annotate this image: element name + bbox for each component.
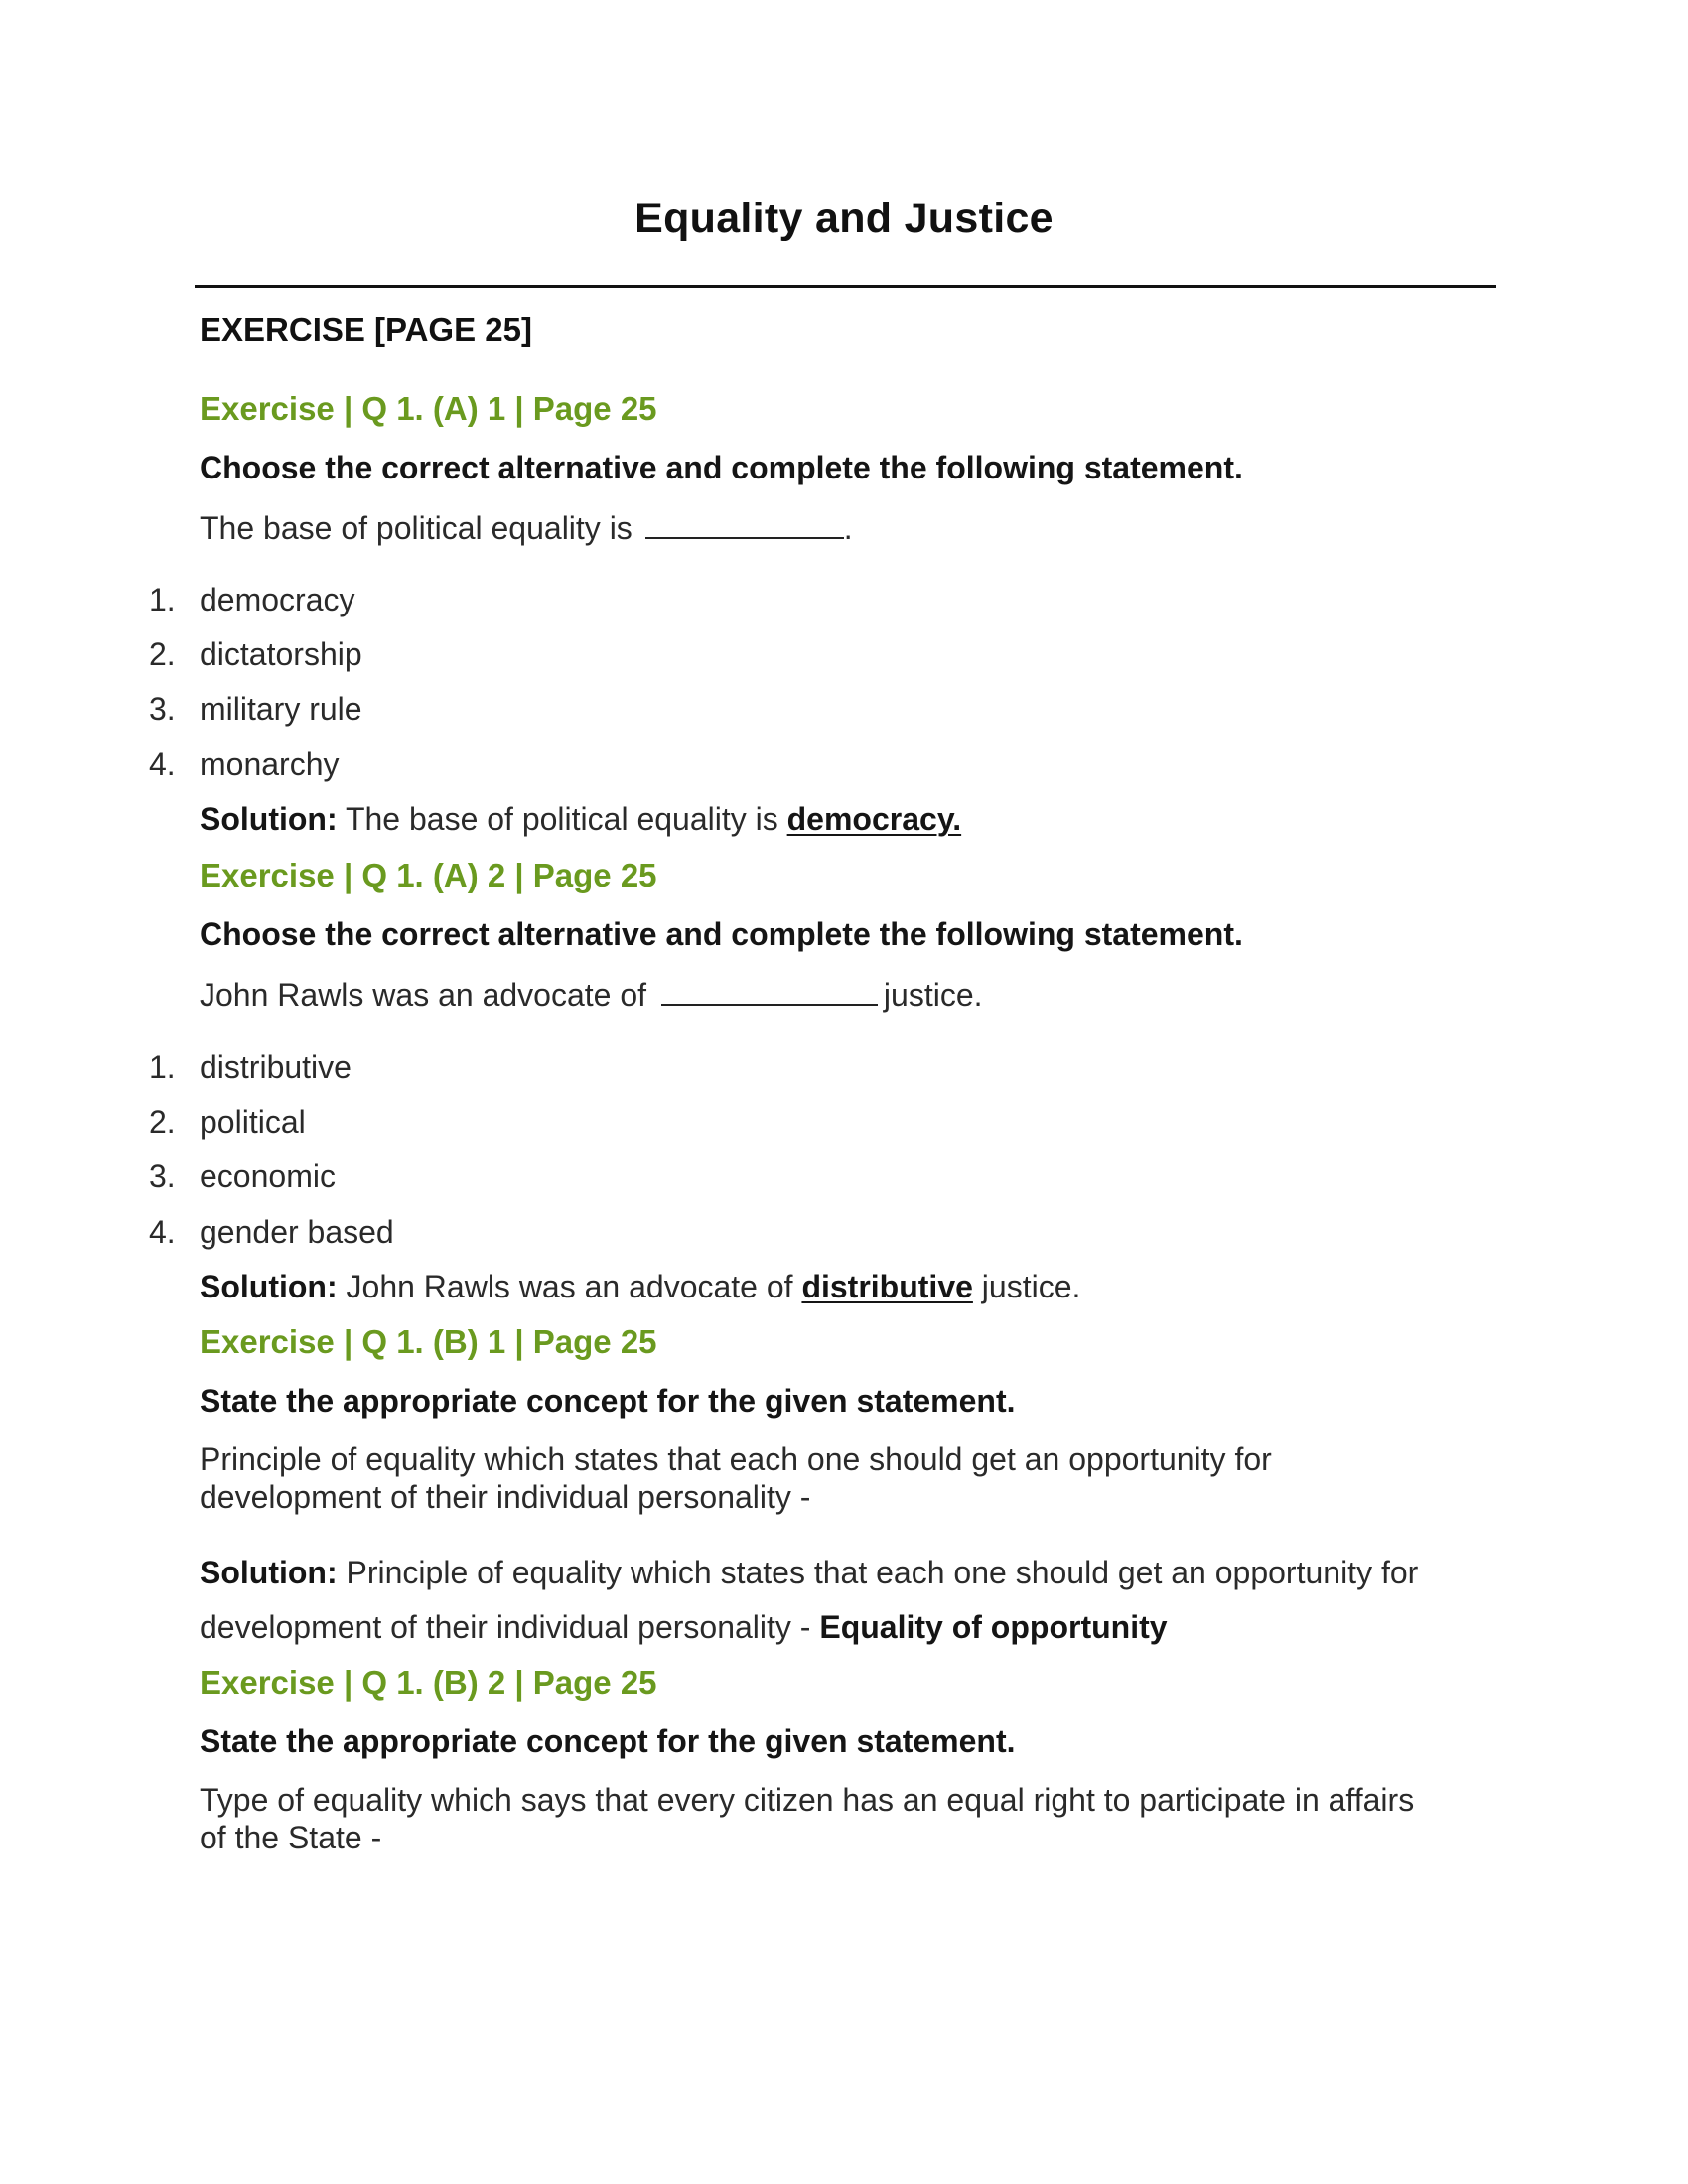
option-item	[149, 1159, 336, 1195]
stem-line: Type of equality which says that every citizen has an equal right to participate in affairs	[200, 1782, 1415, 1818]
option-number: 1.	[149, 582, 176, 617]
question-instruction: Choose the correct alternative and complete the following statement.	[200, 916, 1243, 952]
question-stem	[200, 1440, 1490, 1516]
solution-answer: Equality of opportunity	[819, 1609, 1168, 1645]
option-number: 3.	[149, 691, 176, 727]
stem-line: development of their individual personality -	[200, 1479, 811, 1515]
solution-label: Solution:	[200, 1555, 338, 1590]
option-item	[149, 636, 362, 673]
option-number: 2.	[149, 636, 176, 672]
solution-answer: distributive	[801, 1269, 973, 1304]
section-heading: EXERCISE [PAGE 25]	[200, 311, 532, 347]
option-text: political	[200, 1104, 306, 1140]
option-item	[149, 1214, 394, 1251]
solution-label: Solution:	[200, 801, 338, 837]
option-text: military rule	[200, 691, 362, 727]
option-number: 4.	[149, 1214, 176, 1250]
question-instruction: State the appropriate concept for the given statement.	[200, 1723, 1016, 1759]
solution	[200, 1555, 1418, 1591]
solution-label: Solution:	[200, 1269, 338, 1304]
question-stem	[200, 1781, 1490, 1856]
option-item	[149, 582, 355, 618]
question-reference: Exercise | Q 1. (A) 2 | Page 25	[200, 857, 657, 893]
question-instruction: State the appropriate concept for the given statement.	[200, 1383, 1016, 1419]
answer-blank	[661, 974, 878, 1006]
solution-text: John Rawls was an advocate of	[346, 1269, 793, 1304]
solution	[200, 801, 961, 838]
answer-blank	[645, 507, 844, 539]
solution-answer: democracy.	[786, 801, 962, 837]
option-text: monarchy	[200, 747, 340, 782]
question-reference: Exercise | Q 1. (A) 1 | Page 25	[200, 390, 657, 427]
question-instruction: Choose the correct alternative and complete the following statement.	[200, 450, 1243, 485]
option-item	[149, 691, 362, 728]
stem-end: justice.	[883, 977, 983, 1013]
solution-text: development of their individual personality -	[200, 1609, 811, 1645]
option-text: distributive	[200, 1049, 352, 1085]
stem-text: The base of political equality is	[200, 510, 633, 546]
stem-text: John Rawls was an advocate of	[200, 977, 647, 1013]
option-number: 2.	[149, 1104, 176, 1140]
option-text: gender based	[200, 1214, 394, 1250]
option-item	[149, 747, 340, 783]
option-number: 1.	[149, 1049, 176, 1085]
question-stem	[200, 974, 983, 1014]
document-title: Equality and Justice	[634, 195, 1054, 242]
question-reference: Exercise | Q 1. (B) 1 | Page 25	[200, 1323, 657, 1360]
solution-continued	[200, 1609, 1168, 1646]
option-text: democracy	[200, 582, 355, 617]
solution-text: The base of political equality is	[345, 801, 778, 837]
option-number: 3.	[149, 1159, 176, 1194]
question-reference: Exercise | Q 1. (B) 2 | Page 25	[200, 1664, 657, 1701]
solution	[200, 1269, 1080, 1305]
option-item	[149, 1104, 306, 1141]
title-divider	[195, 285, 1496, 288]
solution-text-end: justice.	[981, 1269, 1081, 1304]
option-item	[149, 1049, 352, 1086]
stem-end: .	[843, 510, 853, 546]
solution-text: Principle of equality which states that each one should get an opportunity for	[346, 1555, 1419, 1590]
option-text: economic	[200, 1159, 336, 1194]
option-number: 4.	[149, 747, 176, 782]
stem-line: Principle of equality which states that each one should get an opportunity for	[200, 1441, 1272, 1477]
question-stem	[200, 507, 853, 547]
stem-line: of the State -	[200, 1820, 382, 1855]
option-text: dictatorship	[200, 636, 362, 672]
